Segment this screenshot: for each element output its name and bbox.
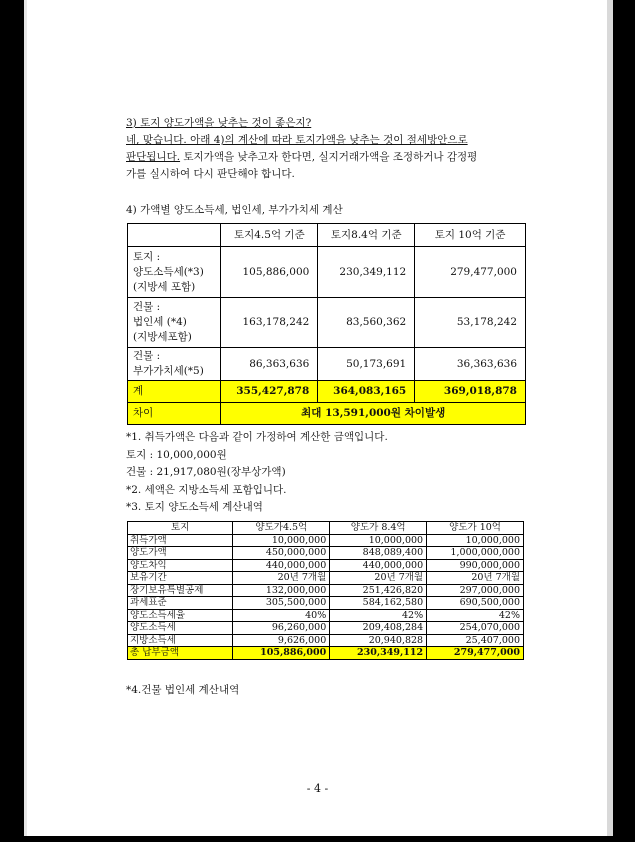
row-label: [128, 348, 221, 381]
detail-value: 10,000,000: [233, 534, 330, 547]
detail-value: 96,260,000: [233, 622, 330, 635]
value-cell: 53,178,242: [415, 298, 526, 348]
section3-title: 3) 토지 양도가액을 낮추는 것이 좋은지?: [126, 117, 312, 129]
table-row: [128, 348, 526, 381]
row-label-line: 토지 :: [133, 250, 161, 263]
detail-row: [128, 584, 524, 597]
table-row: [128, 298, 526, 348]
detail-header-cell: 양도가4.5억: [233, 522, 330, 535]
table-row: [128, 247, 526, 298]
note-4: *4.건물 법인세 계산내역: [126, 684, 240, 696]
row-label-line: 부가가치세(*5): [133, 365, 204, 377]
note-land: 토지 : 10,000,000원: [126, 449, 227, 461]
detail-value: 20년 7개월: [427, 572, 524, 585]
detail-label: 양도소득세율: [128, 609, 233, 622]
header-cell: [128, 224, 221, 247]
viewer-frame-right: [613, 0, 635, 842]
row-label-line: 법인세 (*4): [133, 316, 187, 328]
detail-value: 10,000,000: [330, 534, 427, 547]
header-cell: 토지4.5억 기준: [221, 224, 318, 247]
header-cell: 토지8.4억 기준: [318, 224, 415, 247]
note-3: *3. 토지 양도소득세 계산내역: [126, 501, 263, 513]
detail-header-row: [128, 522, 524, 535]
detail-header-cell: 양도가 8.4억: [330, 522, 427, 535]
detail-value: 254,070,000: [427, 622, 524, 635]
total-label: 계: [128, 381, 221, 403]
detail-value: 20,940,828: [330, 634, 427, 647]
row-label: [128, 247, 221, 298]
detail-row: [128, 559, 524, 572]
section3-line2-underlined: 판단됩니다.: [126, 151, 181, 163]
detail-header-cell: 토지: [128, 522, 233, 535]
detail-label: 지방소득세: [128, 634, 233, 647]
detail-value: 25,407,000: [427, 634, 524, 647]
row-label: [128, 298, 221, 348]
note-1: *1. 취득가액은 다음과 같이 가정하여 계산한 금액입니다.: [126, 431, 388, 443]
value-cell: 105,886,000: [221, 247, 318, 298]
section3-line3: 가를 실시하여 다시 판단해야 합니다.: [126, 168, 295, 180]
detail-value: 10,000,000: [427, 534, 524, 547]
row-label-line: (지방세포함): [133, 331, 192, 343]
row-label-line: (지방세 포함): [133, 280, 196, 293]
detail-value: 450,000,000: [233, 547, 330, 560]
difference-label: 차이: [128, 403, 221, 425]
detail-row: [128, 634, 524, 647]
detail-row: [128, 597, 524, 610]
tax-comparison-table: [127, 223, 526, 425]
detail-value: 40%: [233, 609, 330, 622]
value-cell: 83,560,362: [318, 298, 415, 348]
detail-total-row: [128, 647, 524, 660]
note-building: 건물 : 21,917,080원(장부상가액): [126, 466, 286, 478]
detail-value: 20년 7개월: [233, 572, 330, 585]
page-number: - 4 -: [306, 782, 329, 795]
detail-value: 251,426,820: [330, 584, 427, 597]
total-value: 369,018,878: [415, 381, 526, 403]
detail-label: 양도차익: [128, 559, 233, 572]
detail-total-value: 279,477,000: [427, 647, 524, 660]
total-row: [128, 381, 526, 403]
detail-value: 42%: [427, 609, 524, 622]
detail-value: 132,000,000: [233, 584, 330, 597]
viewer-frame-bottom: [0, 836, 635, 842]
detail-value: 848,089,400: [330, 547, 427, 560]
detail-value: 209,408,284: [330, 622, 427, 635]
detail-label: 과세표준: [128, 597, 233, 610]
table-header-row: [128, 224, 526, 247]
detail-value: 440,000,000: [330, 559, 427, 572]
value-cell: 230,349,112: [318, 247, 415, 298]
section3-line2: [126, 150, 477, 164]
detail-row: [128, 622, 524, 635]
total-value: 364,083,165: [318, 381, 415, 403]
viewer-frame-left: [0, 0, 24, 842]
detail-total-value: 230,349,112: [330, 647, 427, 660]
detail-row: [128, 547, 524, 560]
detail-total-label: 총 납부금액: [128, 647, 233, 660]
value-cell: 36,363,636: [415, 348, 526, 381]
detail-value: 690,500,000: [427, 597, 524, 610]
row-label-line: 양도소득세(*3): [133, 265, 204, 278]
detail-value: 990,000,000: [427, 559, 524, 572]
total-value: 355,427,878: [221, 381, 318, 403]
value-cell: 163,178,242: [221, 298, 318, 348]
value-cell: 279,477,000: [415, 247, 526, 298]
difference-value: 최대 13,591,000원 차이발생: [221, 403, 526, 425]
note-2: *2. 세액은 지방소득세 포함입니다.: [126, 484, 287, 496]
detail-value: 584,162,580: [330, 597, 427, 610]
land-tax-detail-table: [127, 521, 524, 660]
section4-title: 4) 가액별 양도소득세, 법인세, 부가가치세 계산: [126, 204, 343, 216]
section3-line2-rest: 토지가액을 낮추고자 한다면, 실지거래가액을 조정하거나 감정평: [180, 151, 478, 163]
row-label-line: 건물 :: [133, 301, 161, 313]
value-cell: 50,173,691: [318, 348, 415, 381]
detail-value: 305,500,000: [233, 597, 330, 610]
detail-row: [128, 572, 524, 585]
detail-row: [128, 609, 524, 622]
detail-value: 20년 7개월: [330, 572, 427, 585]
value-cell: 86,363,636: [221, 348, 318, 381]
detail-value: 42%: [330, 609, 427, 622]
row-label-line: 건물 :: [133, 350, 161, 362]
detail-header-cell: 양도가 10억: [427, 522, 524, 535]
detail-value: 297,000,000: [427, 584, 524, 597]
detail-label: 장기보유특별공제: [128, 584, 233, 597]
difference-row: [128, 403, 526, 425]
header-cell: 토지 10억 기준: [415, 224, 526, 247]
detail-label: 양도가액: [128, 547, 233, 560]
detail-label: 취득가액: [128, 534, 233, 547]
detail-value: 1,000,000,000: [427, 547, 524, 560]
detail-total-value: 105,886,000: [233, 647, 330, 660]
detail-label: 양도소득세: [128, 622, 233, 635]
detail-row: [128, 534, 524, 547]
detail-value: 440,000,000: [233, 559, 330, 572]
detail-value: 9,626,000: [233, 634, 330, 647]
section3-line1: 네, 맞습니다. 아래 4)의 계산에 따라 토지가액을 낮추는 것이 절세방안으로: [126, 134, 468, 146]
detail-label: 보유기간: [128, 572, 233, 585]
